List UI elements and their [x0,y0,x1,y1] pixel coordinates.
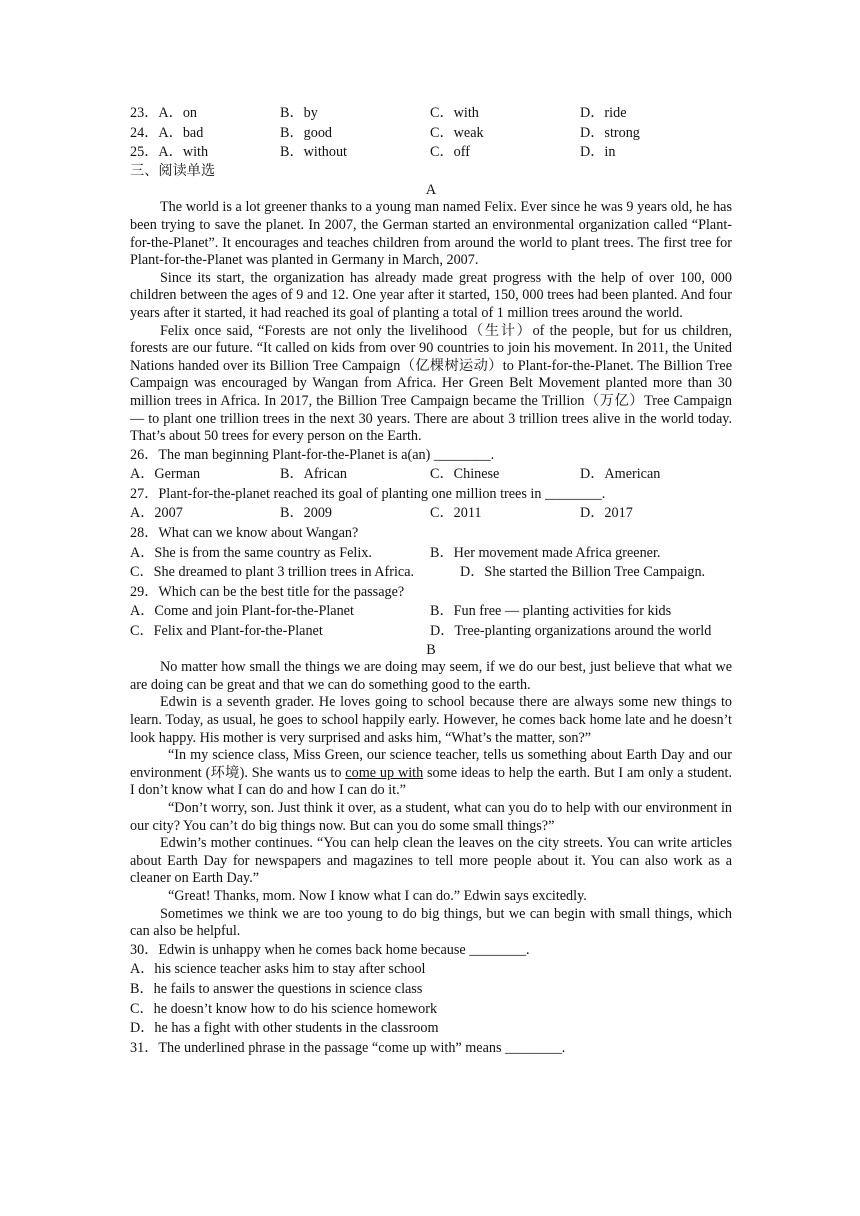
option-b: B．2009 [280,505,333,522]
option-c: C．She dreamed to plant 3 trillion trees in Africa. [130,564,415,581]
question-options-27 [130,504,732,524]
passage-b-paragraph: Sometimes we think we are too young to do big things, but we can begin with small things, which can also be helpful. [130,905,732,940]
question-options-29-ab [130,602,732,622]
question-options-29-cd [130,622,732,642]
option-d: D．She started the Billion Tree Campaign. [460,564,706,581]
option-c: C．Chinese [430,466,500,483]
option-d: D．strong [580,124,640,141]
question-row-25 [130,143,732,163]
option-a: 24．A．bad [130,124,204,141]
passage-a-paragraph: Since its start, the organization has already made great progress with the help of over 100, 000 children between the ages of 9 and 12. One year after it started, 150, 000 trees had been planted. And four years after it started, it had reached its goal of planting a total of 1 million trees around the world. [130,269,732,321]
option-c: C．Felix and Plant-for-the-Planet [130,623,323,640]
option-d: D．Tree-planting organizations around the world [430,623,712,640]
question-stem-29: 29．Which can be the best title for the passage? [130,583,405,600]
option-d: D．American [580,466,661,483]
question-options-28-cd [130,563,732,583]
passage-b-paragraph: No matter how small the things we are doing may seem, if we do our best, just believe that what we are doing can be great and that we can do something good to the earth. [130,659,732,693]
question-row-23 [130,104,732,124]
question-row-24 [130,124,732,144]
option-d: D．2017 [580,505,633,522]
option-b: B．Her movement made Africa greener. [430,544,661,561]
section-heading: 三、阅读单选 [130,163,216,180]
option-b: B．African [280,466,347,483]
option-a: A．his science teacher asks him to stay after school [130,961,426,978]
option-a: A．She is from the same country as Felix. [130,544,372,561]
option-d: D．in [580,144,616,161]
passage-b-paragraph: Edwin is a seventh grader. He loves going to school because there are always some new things to learn. Today, as usual, he goes to school happily early. However, he comes back home late and he doesn’t look happy. His mother is very surprised and asks him, “What’s the matter, son?” [130,694,732,746]
option-b: B．without [280,144,348,161]
option-c: C．weak [430,124,484,141]
question-options-28-ab [130,544,732,564]
question-stem-31: 31．The underlined phrase in the passage “come up with” means ________. [130,1039,566,1056]
question-options-26 [130,465,732,485]
option-b: B．good [280,124,333,141]
option-c: C．off [430,144,470,161]
option-b: B．he fails to answer the questions in science class [130,980,423,997]
option-a: A．German [130,466,201,483]
option-b: B．by [280,105,318,121]
option-a: 23．A．on [130,105,198,121]
question-stem-30: 30．Edwin is unhappy when he comes back home because ________. [130,941,530,958]
passage-b-label: B [426,641,436,658]
passage-a-label: A [425,181,437,198]
question-stem-26: 26．The man beginning Plant-for-the-Planet is a(an) ________. [130,446,495,463]
question-stem-28: 28．What can we know about Wangan? [130,525,359,542]
option-c: C．with [430,105,479,121]
option-b: B．Fun free — planting activities for kids [430,603,672,620]
document-page [130,104,732,1058]
passage-b-paragraph: Edwin’s mother continues. “You can help clean the leaves on the city streets. You can write articles about Earth Day for newspapers and magazines to tell more people about it. You can also work as a cleaner on Earth Day.” [130,835,732,887]
option-a: A．Come and join Plant-for-the-Planet [130,603,354,620]
option-d: D．he has a fight with other students in the classroom [130,1020,439,1037]
underlined-phrase: come up with [345,764,424,781]
option-a: 25．A．with [130,144,209,161]
option-a: A．2007 [130,505,183,522]
passage-a-paragraph: Felix once said, “Forests are not only the livelihood（生计）of the people, but for us children, forests are our future. “It called on kids from over 90 countries to join his movement. In 2011, the United Nations handed over its Billion Tree Campaign（亿棵树运动）to Plant-for-the-Planet. The Billion Tree Campaign was encouraged by Wangan from Africa. Her Green Belt Movement planted more than 30 million trees in Africa. In 2017, the Billion Tree Campaign became the Trillion（万亿）Tree Campaign — to plant one trillion trees in the next 30 years. There are about 3 trillion trees alive in the world today. That’s about 50 trees for every person on the Earth. [130,322,732,445]
passage-b-paragraph: “Great! Thanks, mom. Now I know what I can do.” Edwin says excitedly. [168,887,587,904]
question-stem-27: 27．Plant-for-the-planet reached its goal of planting one million trees in ________. [130,485,606,502]
option-c: C．he doesn’t know how to do his science homework [130,1000,438,1017]
option-d: D．ride [580,105,627,121]
passage-b-paragraph: “Don’t worry, son. Just think it over, as a student, what can you do to help with our environment in our city? You can’t do big things now. But can you do some small things?” [130,799,732,834]
passage-a-paragraph: The world is a lot greener thanks to a young man named Felix. Ever since he was 9 years old, he has been trying to save the planet. In 2007, the German started an environmental organization called “Plant-for-the-Planet”. It encourages and teaches children from around the world to plant trees. The first tree for Plant-for-the-Planet was planted in Germany in March, 2007. [130,199,732,269]
passage-b-paragraph: “In my science class, Miss Green, our science teacher, tells us something about Earth Day and our environment (环境). She wants us to come up with some ideas to help the earth. But I am only a student. I don’t know what I can do and how I can do it.” [130,747,732,799]
option-c: C．2011 [430,505,482,522]
